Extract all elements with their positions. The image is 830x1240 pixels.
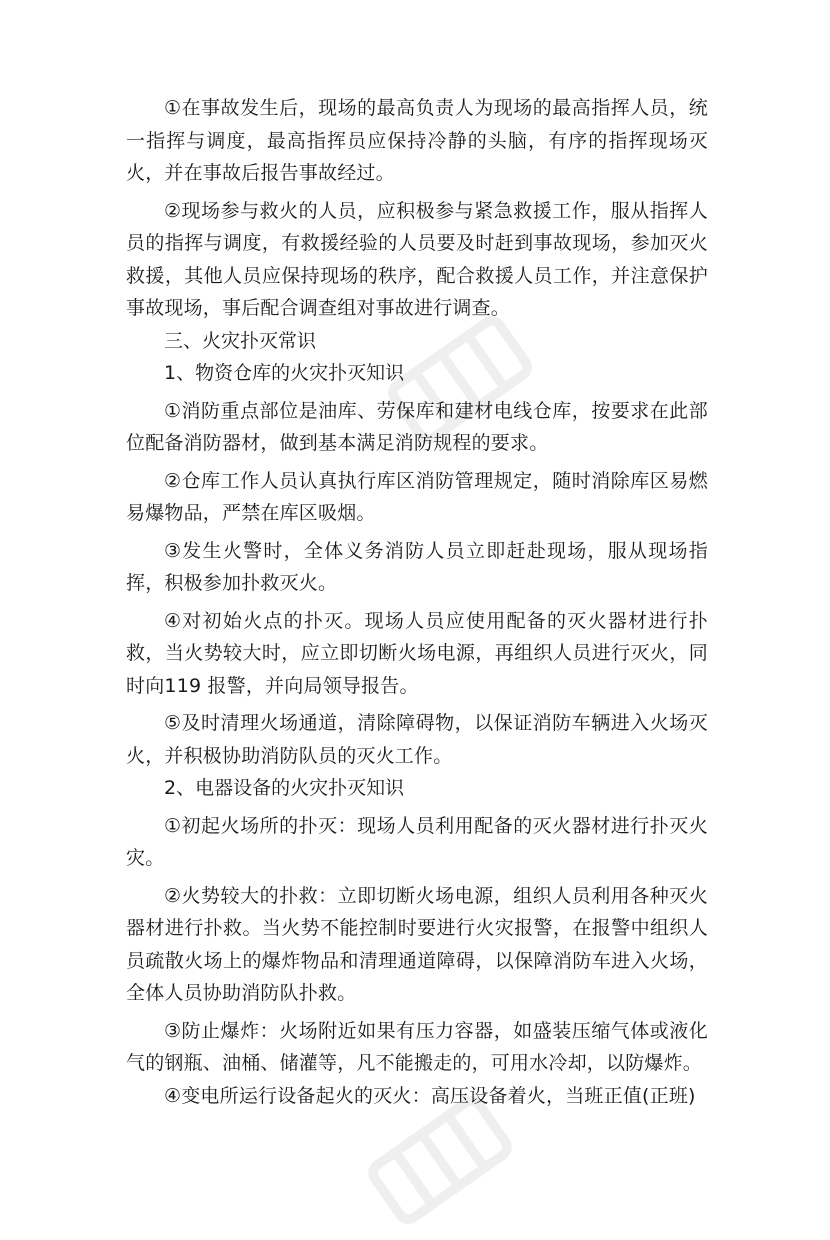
paragraph: ⑤及时清理火场通道，清除障碍物，以保证消防车辆进入火场灭火，并积极协助消防队员的灭火工作。 — [126, 712, 708, 767]
paragraph: ④变电所运行设备起火的灭火：高压设备着火，当班正值(正班) — [164, 1084, 696, 1107]
paragraph: ④对初始火点的扑灭。现场人员应使用配备的灭火器材进行扑救，当火势较大时，应立即切断火场电源，再组织人员进行灭火，同时向119 报警，并向局领导报告。 — [126, 609, 708, 697]
document-body — [126, 92, 708, 1112]
paragraph: ②火势较大的扑救：立即切断火场电源，组织人员利用各种灭火器材进行扑救。当火势不能控制时要进行火灾报警，在报警中组织人员疏散火场上的爆炸物品和清理通道障碍，以保障消防车进入火场，全体人员协助消防队扑救。 — [126, 884, 708, 1004]
subsection-heading: 2、电器设备的火灾扑灭知识 — [164, 777, 405, 799]
paragraph: ③防止爆炸：火场附近如果有压力容器，如盛装压缩气体或液化气的钢瓶、油桶、储灌等，凡不能搬走的，可用水冷却，以防爆炸。 — [126, 1019, 708, 1074]
paragraph: ①消防重点部位是油库、劳保库和建材电线仓库，按要求在此部位配备消防器材，做到基本满足消防规程的要求。 — [126, 399, 708, 454]
subsection-heading: 1、物资仓库的火灾扑灭知识 — [164, 362, 405, 384]
paragraph: ②现场参与救火的人员，应积极参与紧急救援工作，服从指挥人员的指挥与调度，有救援经验的人员要及时赶到事故现场，参加灭火救援，其他人员应保持现场的秩序，配合救援人员工作，并注意保护事故现场，事后配合调查组对事故进行调查。 — [126, 199, 708, 319]
paragraph: ②仓库工作人员认真执行库区消防管理规定，随时消除库区易燃易爆物品，严禁在库区吸烟。 — [126, 469, 708, 524]
paragraph: ①初起火场所的扑灭：现场人员利用配备的灭火器材进行扑灭火灾。 — [126, 814, 708, 869]
section-heading: 三、火灾扑灭常识 — [164, 329, 317, 352]
paragraph: ③发生火警时，全体义务消防人员立即赶赴现场，服从现场指挥，积极参加扑救灭火。 — [126, 539, 708, 594]
paragraph: ①在事故发生后，现场的最高负责人为现场的最高指挥人员，统一指挥与调度，最高指挥员应保持冷静的头脑，有序的指挥现场灭火，并在事故后报告事故经过。 — [126, 97, 708, 184]
